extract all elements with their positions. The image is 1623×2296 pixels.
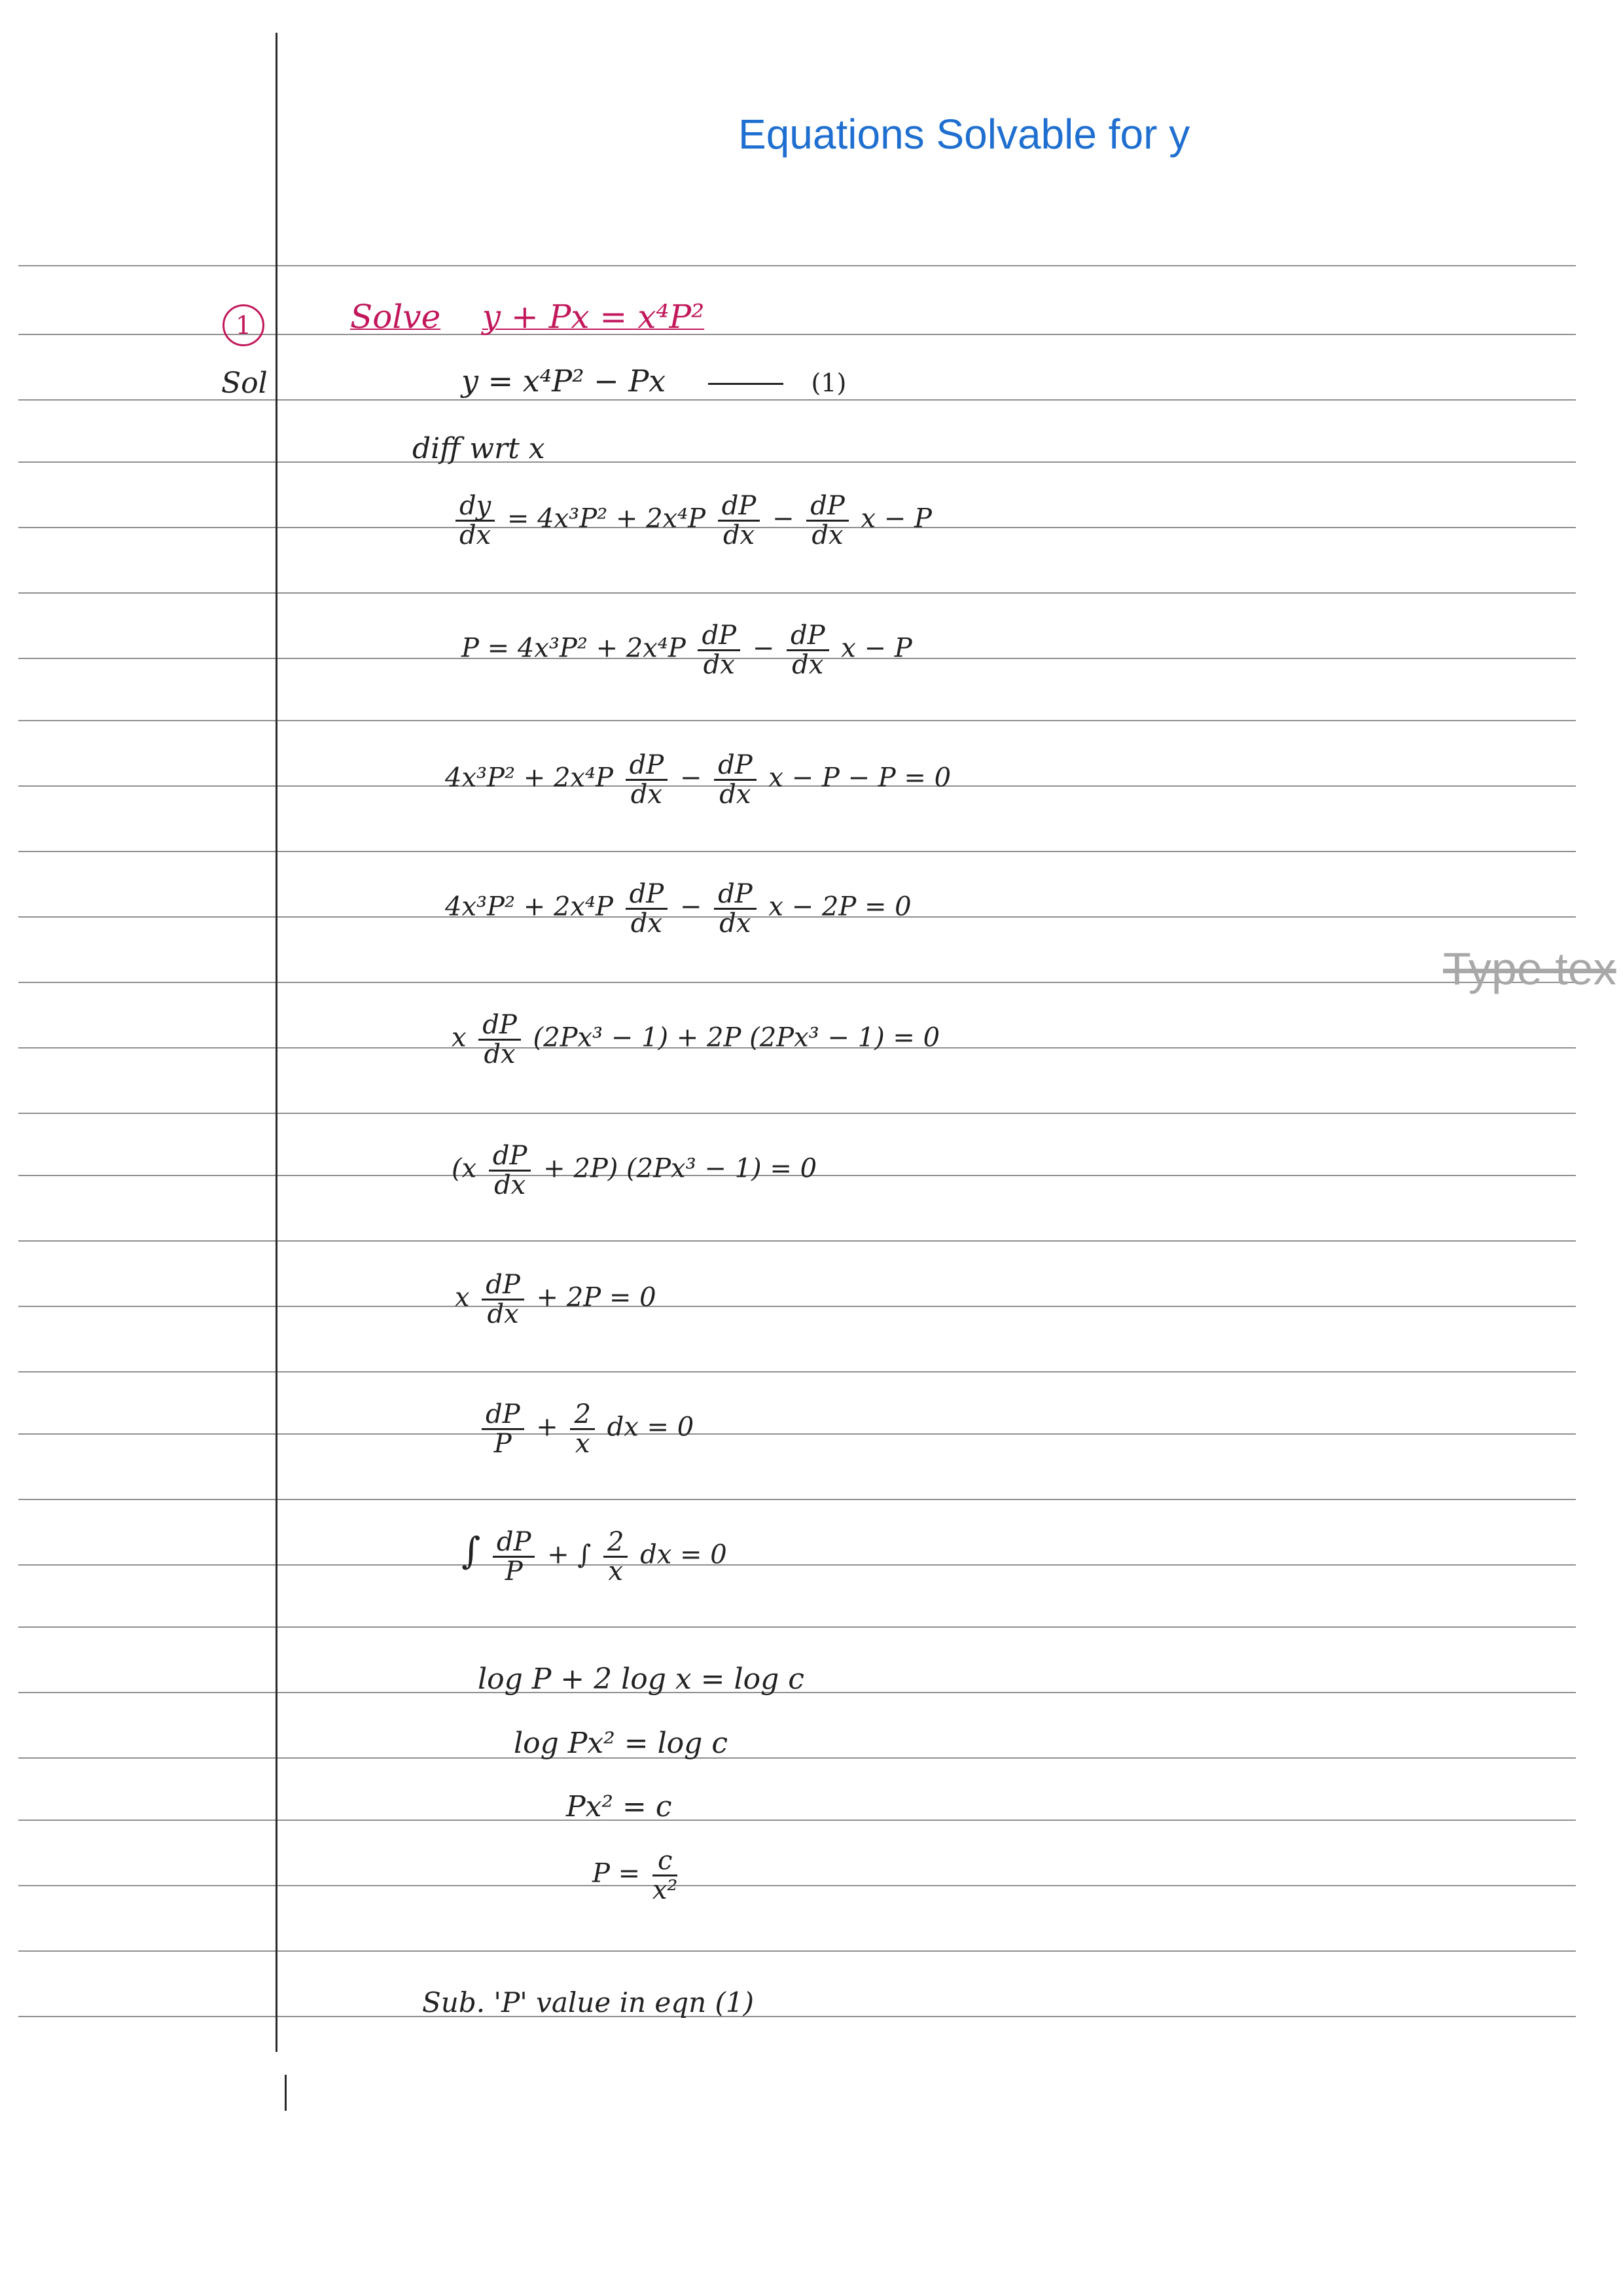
ruled-line xyxy=(18,1820,1576,1821)
fraction-numerator: dP xyxy=(626,880,668,910)
fraction-denominator: dx xyxy=(484,1039,516,1069)
page-title: Equations Solvable for y xyxy=(738,111,1190,158)
fraction-numerator: 2 xyxy=(570,1401,594,1430)
fraction-denominator: dx xyxy=(722,520,755,550)
step-1-expr: y = x⁴P² − Px xyxy=(461,363,666,399)
fraction xyxy=(482,1271,524,1328)
fraction-denominator: P xyxy=(493,1429,512,1459)
fraction-numerator: dP xyxy=(493,1528,535,1558)
equation-tag: (1) xyxy=(811,368,847,397)
fraction-numerator: dP xyxy=(714,880,757,910)
step-5-term-a: 4x³P² + 2x⁴P xyxy=(445,762,613,793)
step-10 xyxy=(478,1401,694,1458)
step-13: log Px² = log c xyxy=(514,1727,728,1760)
step-10-term-c: dx = 0 xyxy=(607,1412,694,1443)
step-10-term-b: + xyxy=(536,1412,558,1443)
solution-label: Sol xyxy=(221,367,268,400)
fraction-numerator: dP xyxy=(478,1011,521,1041)
step-4-term-b: − xyxy=(752,633,775,664)
fraction-denominator: dx xyxy=(812,520,844,550)
problem-prefix: Solve xyxy=(350,298,441,336)
step-11-term-c: dx = 0 xyxy=(640,1539,727,1570)
fraction xyxy=(455,492,495,549)
fraction-denominator: dx xyxy=(487,1299,519,1329)
step-9 xyxy=(455,1271,656,1328)
margin-line xyxy=(276,33,277,2052)
fraction-denominator: dx xyxy=(792,650,824,680)
ruled-line xyxy=(18,851,1576,852)
fraction-denominator: dx xyxy=(494,1170,526,1200)
ruled-line xyxy=(18,1564,1576,1566)
fraction-numerator: dP xyxy=(787,622,829,651)
fraction-numerator: dP xyxy=(626,751,668,781)
fraction-denominator: dx xyxy=(719,780,751,810)
ruled-line xyxy=(18,1113,1576,1114)
fraction-denominator: dx xyxy=(703,650,735,680)
step-3-term-b: − xyxy=(772,503,794,534)
step-5-term-b: − xyxy=(679,762,702,793)
question-number-badge: 1 xyxy=(223,304,264,346)
ruled-line xyxy=(18,1950,1576,1952)
type-text-watermark: Type tex xyxy=(1443,943,1616,994)
ruled-line xyxy=(18,2016,1576,2017)
step-7 xyxy=(452,1011,940,1068)
fraction xyxy=(603,1528,628,1585)
equation-tag-line xyxy=(708,383,783,385)
step-16: Sub. 'P' value in eqn (1) xyxy=(422,1986,755,2018)
fraction xyxy=(652,1847,678,1904)
step-8 xyxy=(452,1142,817,1199)
ruled-line xyxy=(18,1371,1576,1372)
fraction-numerator: c xyxy=(652,1847,678,1876)
fraction-denominator: P xyxy=(505,1556,523,1587)
fraction xyxy=(478,1011,521,1068)
step-4-term-a: P = 4x³P² + 2x⁴P xyxy=(461,633,686,664)
margin-line xyxy=(285,2075,287,2111)
fraction-numerator: dP xyxy=(482,1401,524,1430)
fraction xyxy=(806,492,849,549)
step-3-term-a: = 4x³P² + 2x⁴P xyxy=(507,503,706,534)
step-14: Px² = c xyxy=(566,1790,672,1823)
fraction-denominator: x² xyxy=(652,1875,678,1905)
ruled-line xyxy=(18,592,1576,594)
ruled-line xyxy=(18,461,1576,463)
fraction-denominator: x xyxy=(608,1556,623,1587)
step-15 xyxy=(592,1847,681,1904)
ruled-line xyxy=(18,1240,1576,1242)
fraction xyxy=(714,880,757,937)
fraction-denominator: dx xyxy=(719,908,751,939)
ruled-line xyxy=(18,1433,1576,1435)
fraction xyxy=(626,751,668,808)
step-2: diff wrt x xyxy=(412,432,545,465)
step-12: log P + 2 log x = log c xyxy=(478,1662,804,1696)
fraction-numerator: dP xyxy=(489,1142,531,1172)
fraction xyxy=(714,751,757,808)
fraction-denominator: dx xyxy=(459,520,491,550)
fraction-numerator: dy xyxy=(455,492,495,522)
step-11 xyxy=(461,1528,727,1585)
fraction-numerator: dP xyxy=(714,751,757,781)
problem-statement xyxy=(350,298,704,336)
fraction-denominator: dx xyxy=(630,908,662,939)
step-6-term-c: x − 2P = 0 xyxy=(768,891,912,922)
fraction xyxy=(570,1401,594,1458)
fraction-numerator: dP xyxy=(806,492,849,522)
step-15-term-a: P = xyxy=(592,1858,641,1889)
step-8-term-a: (x xyxy=(452,1153,477,1184)
ruled-line xyxy=(18,1757,1576,1759)
step-5 xyxy=(445,751,951,808)
fraction-numerator: dP xyxy=(718,492,760,522)
step-3-term-c: x − P xyxy=(861,503,932,534)
fraction-numerator: dP xyxy=(698,622,740,651)
step-1 xyxy=(461,363,846,399)
step-7-term-c: (2Px³ − 1) + 2P (2Px³ − 1) = 0 xyxy=(533,1022,940,1053)
fraction-denominator: x xyxy=(575,1429,590,1459)
step-6-term-b: − xyxy=(679,891,702,922)
ruled-line xyxy=(18,1626,1576,1628)
step-9-term-c: + 2P = 0 xyxy=(536,1282,656,1313)
ruled-line xyxy=(18,1885,1576,1886)
step-5-term-c: x − P − P = 0 xyxy=(768,762,952,793)
fraction-numerator: 2 xyxy=(603,1528,628,1558)
step-9-term-a: x xyxy=(455,1282,470,1313)
fraction xyxy=(718,492,760,549)
integral-sign: ∫ xyxy=(461,1530,481,1573)
step-11-term-b: + ∫ xyxy=(547,1539,592,1570)
fraction xyxy=(489,1142,531,1199)
ruled-line xyxy=(18,265,1576,266)
fraction-denominator: dx xyxy=(630,780,662,810)
step-6 xyxy=(445,880,912,937)
ruled-line xyxy=(18,1499,1576,1500)
step-3 xyxy=(452,492,932,549)
problem-equation: y + Px = x⁴P² xyxy=(482,298,705,336)
ruled-line xyxy=(18,982,1576,983)
fraction xyxy=(626,880,668,937)
fraction xyxy=(493,1528,535,1585)
fraction xyxy=(787,622,829,679)
step-8-term-c: + 2P) (2Px³ − 1) = 0 xyxy=(543,1153,817,1184)
fraction xyxy=(482,1401,524,1458)
step-4 xyxy=(461,622,912,679)
fraction xyxy=(698,622,740,679)
ruled-line xyxy=(18,720,1576,721)
step-6-term-a: 4x³P² + 2x⁴P xyxy=(445,891,613,922)
step-4-term-c: x − P xyxy=(841,633,912,664)
ruled-line xyxy=(18,1306,1576,1307)
fraction-numerator: dP xyxy=(482,1271,524,1300)
step-7-term-a: x xyxy=(452,1022,467,1053)
